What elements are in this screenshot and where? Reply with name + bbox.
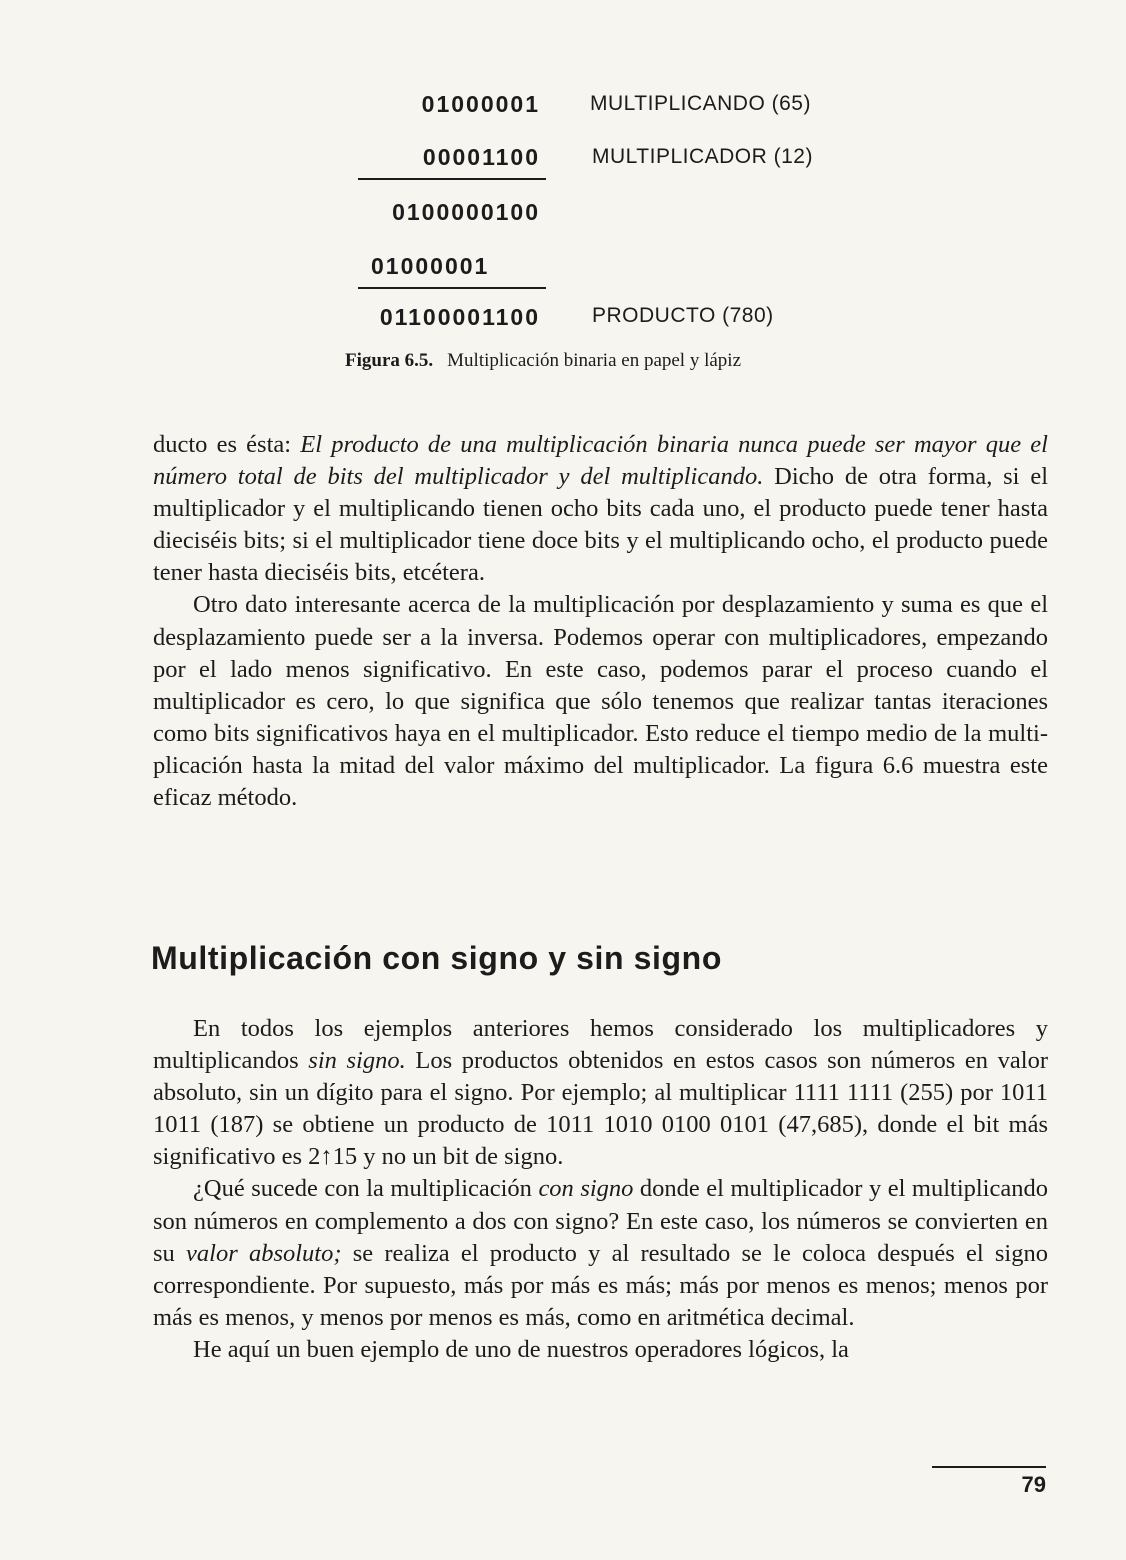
footer-rule xyxy=(932,1466,1046,1468)
text-span: Los productos obtenidos en estos casos son números en valor absoluto, sin un dígito para el signo. Por ejemplo; al multiplicar 1111 1111 (255) por 1011 1011 (187) se obtiene un producto de 1011 1010 0100 0101 (47,685), donde el bit más significativo es 2↑15 y no un bit de signo. xyxy=(153,1047,1048,1171)
paragraph xyxy=(153,429,1048,589)
emphasis-text: valor absoluto; xyxy=(186,1239,342,1267)
text-span: ¿Qué sucede con la multiplicación xyxy=(193,1175,539,1203)
figure-caption-label: Figura 6.5. xyxy=(345,350,434,371)
multiplicand-label: MULTIPLICANDO (65) xyxy=(590,92,811,115)
text-span: ducto es ésta: xyxy=(153,431,301,458)
multiplier-label: MULTIPLICADOR (12) xyxy=(592,145,813,168)
text-span: se realiza el producto y al resultado se le coloca después el signo correspondiente. Por supuesto, más por más es más; más por menos es menos; menos por más es menos, y menos por menos es más, como en aritmética decimal. xyxy=(153,1239,1048,1331)
page-number: 79 xyxy=(1021,1472,1046,1497)
product-value: 01100001100 xyxy=(379,304,540,330)
section-heading: Multiplicación con signo y sin signo xyxy=(151,940,722,976)
partial-product-2: 01000001 xyxy=(371,253,490,279)
emphasis-text: El producto de una multiplicación binaria nunca puede ser mayor que el número total de bits del multiplicador y del multiplicando. xyxy=(153,431,1048,491)
figure-rule-bottom xyxy=(358,287,546,289)
figure-rule-top xyxy=(358,178,546,180)
paragraph xyxy=(153,1173,1048,1333)
paragraph xyxy=(153,1013,1048,1173)
product-label: PRODUCTO (780) xyxy=(592,304,774,327)
text-span: En todos los ejemplos anteriores hemos considerado los multiplicadores y multiplicandos xyxy=(153,1015,1048,1075)
paragraph: He aquí un buen ejemplo de uno de nuestros operadores lógicos, la xyxy=(193,1335,849,1363)
multiplicand-value: 01000001 xyxy=(421,91,540,117)
paragraph: Otro dato interesante acerca de la multiplicación por desplazamiento y suma es que el desplazamiento puede ser a la inversa. Podemos operar con multiplicadores, empezando por el lado menos significativo. En este caso, podemos parar el proceso cuando el multiplicador es cero, lo que significa que sólo tenemos que realizar tantas iteraciones como bits significativos haya en el multiplicador. Esto reduce el tiempo medio de la multiplicación hasta la mitad del valor máximo del multiplicador. La figura 6.6 muestra este eficaz método. xyxy=(153,591,1048,812)
text-span: donde el multiplicador y el multiplicando son números en complemento a dos con signo? En este caso, los números se convierten en su xyxy=(153,1175,1048,1267)
partial-product-1: 0100000100 xyxy=(392,199,540,225)
body-text-section-1 xyxy=(153,429,1048,814)
figure-caption-text: Multiplicación binaria en papel y lápiz xyxy=(447,350,742,371)
body-text-section-2 xyxy=(153,1013,1048,1366)
emphasis-text: sin signo. xyxy=(308,1047,406,1075)
multiplier-value: 00001100 xyxy=(422,144,540,170)
emphasis-text: con signo xyxy=(538,1175,634,1203)
binary-multiplication-figure xyxy=(0,0,1126,400)
figure-caption xyxy=(345,348,741,374)
text-span: Dicho de otra forma, si el multiplicador y el multiplicando tienen ocho bits cada uno, el producto puede tener hasta dieciséis bits; si el multiplicador tiene doce bits y el multiplicando ocho, el producto puede tener hasta dieciséis bits, etcétera. xyxy=(153,463,1048,587)
